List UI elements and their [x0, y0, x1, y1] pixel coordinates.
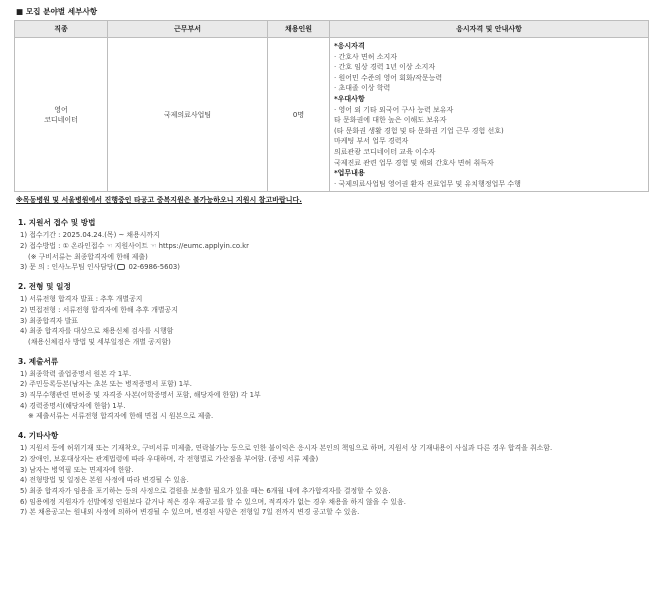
table-row: [15, 38, 649, 192]
qualifications-cell: [330, 38, 649, 192]
qualification-line: · 간호사 면허 소지자: [334, 52, 397, 61]
list-item: 3) 남자는 병역필 또는 면제자에 한함.: [20, 465, 134, 474]
list-item: 1) 최종학력 졸업증명서 원본 각 1부.: [20, 369, 132, 378]
qualification-line: · 영어 외 기타 외국어 구사 능력 보유자: [334, 105, 454, 114]
list-item: 2) 장애인, 보훈대상자는 관계법령에 따라 우대하며, 각 전형별로 가산점을 부여함. (증빙 서류 제출): [20, 454, 319, 463]
phone-icon: [117, 264, 125, 270]
section-heading: ■ 모집 분야별 세부사항: [16, 7, 98, 16]
job-type-cell: [15, 38, 108, 192]
header-job-type: 직종: [15, 21, 108, 38]
qualification-line: · 국제의료사업팀 영어권 환자 진료업무 및 유치행정업무 수행: [334, 179, 521, 188]
list-item: 4) 경력증명서(해당자에 한함) 1부.: [20, 401, 126, 410]
list-item: 2) 접수방법 : ① 온라인접수 ☜ 지원사이트 ☜ https://eumc.applyin.co.kr: [20, 242, 249, 251]
list-item: ※ 제출서류는 서류전형 합격자에 한해 면접 시 원본으로 제출.: [28, 412, 214, 421]
job-type-line: 영어: [54, 105, 68, 114]
qualification-line: 의료관광 코디네이터 교육 이수자: [334, 147, 436, 156]
list-item: 2) 주민등록등본(남자는 초본 또는 병적증명서 포함) 1부.: [20, 380, 192, 389]
notice-section: [18, 430, 658, 518]
section-title: 4. 기타사항: [18, 431, 59, 441]
notice-section: [18, 281, 658, 348]
list-item: 6) 임용예정 지원자가 선발예정 인원보다 같거나 적은 경우 재공고를 할 수 있으며, 적격자가 없는 경우 채용을 하지 않을 수 있음.: [20, 497, 406, 506]
list-item: 5) 최종 합격자가 임용을 포기하는 등의 사정으로 결원을 보충할 필요가 있을 때는 6개월 내에 추가합격자를 결정할 수 있음.: [20, 486, 391, 495]
qualification-line: 타 문화권에 대한 높은 이해도 보유자: [334, 116, 447, 125]
qualification-line: 국제진료 관련 업무 경험 및 해외 간호사 면허 취득자: [334, 158, 494, 167]
list-item: 2) 면접전형 : 서류전형 합격자에 한해 추후 개별공지: [20, 305, 178, 314]
list-item: 1) 지원서 등에 허위기재 또는 기재착오, 구비서류 미제출, 연락불가능 등으로 인한 불이익은 응시자 본인의 책임으로 하며, 지원서 상 기재내용이 사실과 다른 경우 합격을 취소함.: [20, 444, 553, 453]
contact-number: 02-6986-5603): [126, 263, 180, 272]
qualification-heading: *응시자격: [334, 42, 365, 50]
headcount-cell: 0명: [268, 38, 330, 192]
qualification-line: · 초대졸 이상 학력: [334, 84, 391, 93]
list-item: 7) 본 채용공고는 원내외 사정에 의하여 변경될 수 있으며, 변경된 사항은 전형일 7일 전까지 변경 공고할 수 있음.: [20, 508, 360, 517]
list-item: 4) 전형방법 및 일정은 본원 사정에 따라 변경될 수 있음.: [20, 476, 189, 485]
qualification-heading: *우대사항: [334, 94, 365, 103]
list-item: 3) 최종합격자 발표: [20, 316, 79, 325]
list-item: 3) 직무수행관련 면허증 및 자격증 사본(어학증명서 포함, 해당자에 한함) 각 1부: [20, 391, 261, 400]
section-title: 3. 제출서류: [18, 356, 59, 366]
header-headcount: 채용인원: [268, 21, 330, 38]
qualification-line: · 원어민 수준의 영어 회화/작문능력: [334, 73, 443, 82]
section-title: 1. 지원서 접수 및 방법: [18, 218, 96, 228]
list-item: [20, 262, 658, 273]
contact-label: 3) 문 의 : 인사노무팀 인사담당(: [20, 263, 117, 272]
recruitment-table: [14, 20, 649, 192]
header-department: 근무부서: [108, 21, 268, 38]
list-item: (채용신체검사 방법 및 세부일정은 개별 공지함): [28, 337, 171, 346]
list-item: 1) 서류전형 합격자 발표 : 추후 개별공지: [20, 295, 143, 304]
list-item: 4) 최종 합격자를 대상으로 채용신체 검사를 시행함: [20, 327, 174, 336]
notice-section: [18, 356, 658, 423]
notice-section: [18, 217, 658, 273]
job-type-line: 코디네이터: [44, 115, 78, 124]
list-item: (※ 구비서류는 최종합격자에 한해 제출): [28, 252, 148, 261]
qualification-line: 마케팅 부서 업무 경력자: [334, 137, 409, 146]
qualification-line: (타 문화권 생활 경험 및 타 문화권 기업 근무 경험 선호): [334, 126, 504, 135]
qualification-heading: *업무내용: [334, 169, 365, 178]
table-header-row: [15, 21, 649, 38]
list-item: 1) 접수기간 : 2025.04.24.(목) ~ 채용시까지: [20, 231, 160, 240]
duplicate-application-warning: ※목동병원 및 서울병원에서 진행중인 타공고 중복지원은 불가능하오니 지원시 참고바랍니다.: [16, 196, 302, 205]
header-qualifications: 응시자격 및 안내사항: [330, 21, 649, 38]
department-cell: 국제의료사업팀: [108, 38, 268, 192]
qualification-line: · 간호 임상 경력 1년 이상 소지자: [334, 63, 436, 72]
section-title: 2. 전형 및 일정: [18, 282, 71, 292]
